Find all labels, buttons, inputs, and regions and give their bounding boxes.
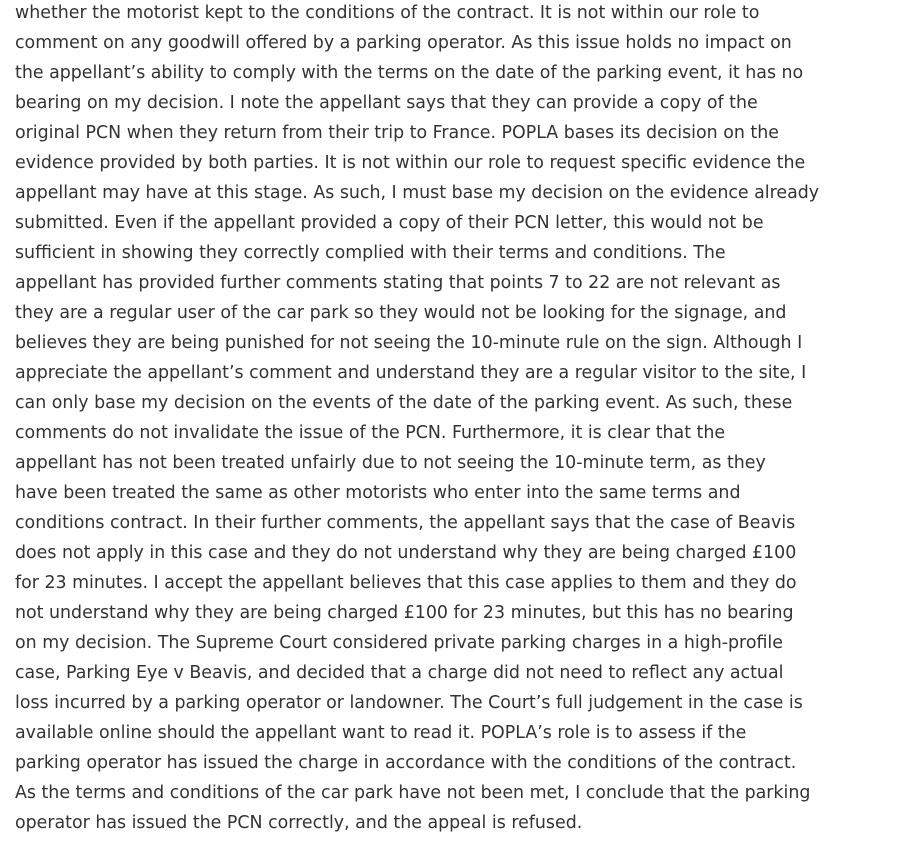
text-line: original PCN when they return from their trip to France. POPLA bases its decision on the <box>15 123 779 143</box>
decision-text-block <box>15 0 895 838</box>
text-line: appellant has not been treated unfairly due to not seeing the 10-minute term, as they <box>15 453 766 473</box>
text-line: loss incurred by a parking operator or landowner. The Court’s full judgement in the case is <box>15 693 803 713</box>
text-line: sufficient in showing they correctly complied with their terms and conditions. The <box>15 243 726 263</box>
text-line: appellant has provided further comments stating that points 7 to 22 are not relevant as <box>15 273 781 293</box>
text-line: conditions contract. In their further comments, the appellant says that the case of Beavis <box>15 513 796 533</box>
text-line: the appellant’s ability to comply with the terms on the date of the parking event, it has no <box>15 63 804 83</box>
text-line: case, Parking Eye v Beavis, and decided that a charge did not need to reflect any actual <box>15 663 784 683</box>
text-line: comment on any goodwill offered by a parking operator. As this issue holds no impact on <box>15 33 792 53</box>
text-line: believes they are being punished for not seeing the 10-minute rule on the sign. Although I <box>15 333 803 353</box>
text-line: bearing on my decision. I note the appellant says that they can provide a copy of the <box>15 93 758 113</box>
text-line: for 23 minutes. I accept the appellant believes that this case applies to them and they do <box>15 573 797 593</box>
text-line: whether the motorist kept to the conditions of the contract. It is not within our role to <box>15 3 760 23</box>
text-line: operator has issued the PCN correctly, and the appeal is refused. <box>15 813 583 833</box>
text-line: have been treated the same as other motorists who enter into the same terms and <box>15 483 741 503</box>
text-line: As the terms and conditions of the car park have not been met, I conclude that the parking <box>15 783 811 803</box>
text-line: evidence provided by both parties. It is not within our role to request specific evidence the <box>15 153 806 173</box>
text-line: not understand why they are being charged £100 for 23 minutes, but this has no bearing <box>15 603 794 623</box>
text-line: appreciate the appellant’s comment and understand they are a regular visitor to the site, I <box>15 363 807 383</box>
text-line: submitted. Even if the appellant provided a copy of their PCN letter, this would not be <box>15 213 764 233</box>
text-line: comments do not invalidate the issue of the PCN. Furthermore, it is clear that the <box>15 423 726 443</box>
text-line: can only base my decision on the events of the date of the parking event. As such, these <box>15 393 793 413</box>
text-line: on my decision. The Supreme Court considered private parking charges in a high-profile <box>15 633 783 653</box>
text-line: does not apply in this case and they do not understand why they are being charged £100 <box>15 543 797 563</box>
text-line: they are a regular user of the car park so they would not be looking for the signage, and <box>15 303 787 323</box>
text-line: available online should the appellant want to read it. POPLA’s role is to assess if the <box>15 723 747 743</box>
text-line: appellant may have at this stage. As such, I must base my decision on the evidence already <box>15 183 820 203</box>
text-line: parking operator has issued the charge in accordance with the conditions of the contract. <box>15 753 797 773</box>
